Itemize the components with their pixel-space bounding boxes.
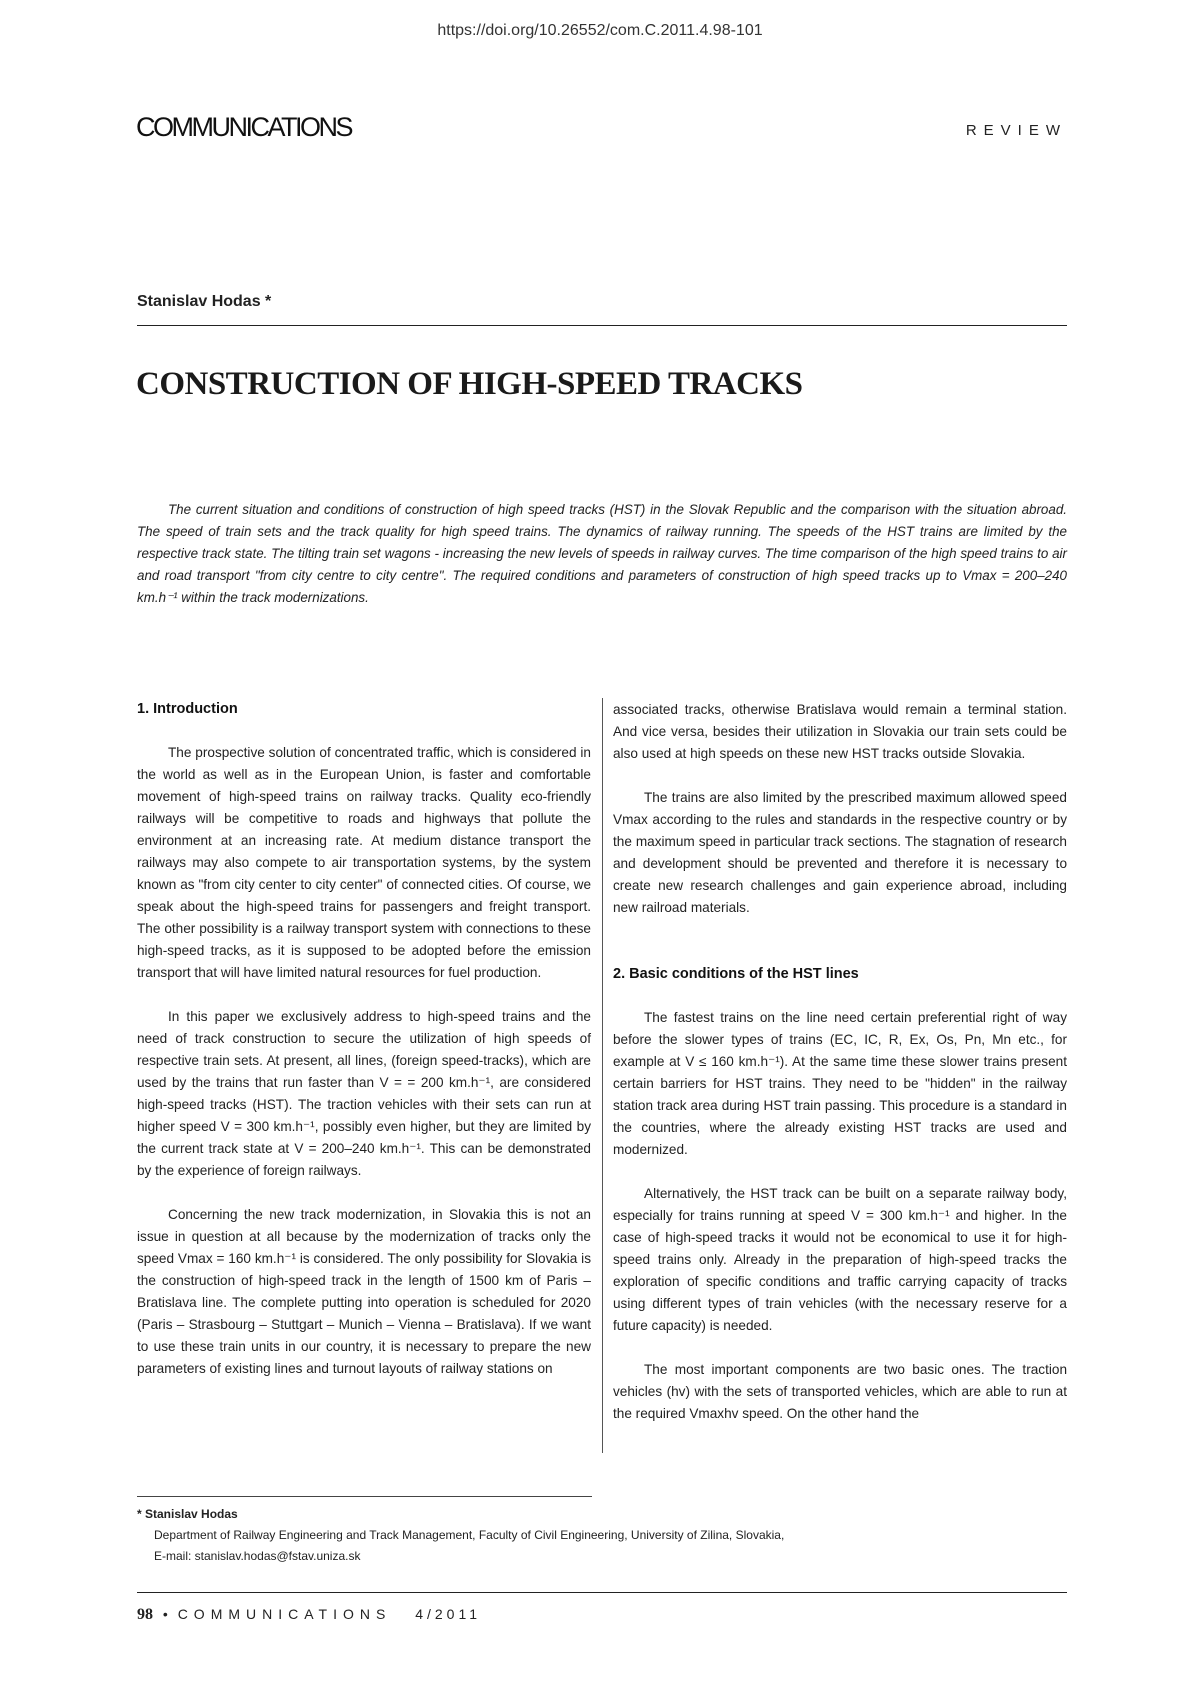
- paragraph: The fastest trains on the line need certain preferential right of way before the slower types of trains (EC, IC, R, Ex, Os, Pn, Mn etc., for example at V ≤ 160 km.h⁻¹). At the same time these slower trains present certain barriers for HST trains. They need to be "hidden" in the railway station track area during HST train passing. This procedure is a standard in the countries, where the already existing HST tracks are used and modernized.: [613, 1010, 1067, 1157]
- left-column: [137, 698, 591, 1380]
- doi-link[interactable]: https://doi.org/10.26552/com.C.2011.4.98-101: [437, 22, 763, 39]
- paragraph-continued: associated tracks, otherwise Bratislava would remain a terminal station. And vice versa, besides their utilization in Slovakia our train sets could be also used at high speeds on these new HST tracks outside Slovakia.: [613, 702, 1067, 761]
- column-divider: [602, 698, 603, 1453]
- paragraph: The most important components are two basic ones. The traction vehicles (hv) with the sets of transported vehicles, which are able to run at the required Vmaxhv speed. On the other hand the: [613, 1362, 1067, 1421]
- section-heading-basic-conditions: 2. Basic conditions of the HST lines: [613, 966, 859, 982]
- page-number: 98: [137, 1606, 153, 1623]
- paragraph: The trains are also limited by the prescribed maximum allowed speed Vmax according to the rules and standards in the respective country or by the maximum speed in particular track sections. The stagnation of research and development should be prevented and therefore it is necessary to create new research challenges and gain experience abroad, including new railroad materials.: [613, 790, 1067, 915]
- author-name: Stanislav Hodas *: [137, 293, 272, 310]
- footer-journal: COMMUNICATIONS: [177, 1606, 392, 1622]
- footnote-affiliation: Department of Railway Engineering and Track Management, Faculty of Civil Engineering, University of Zilina, Slovakia,: [154, 1528, 785, 1542]
- journal-logo: COMMUNICATIONS: [136, 112, 351, 142]
- paragraph: Alternatively, the HST track can be built on a separate railway body, especially for trains running at speed V = 300 km.h⁻¹ and higher. In the case of high-speed tracks it would not be economical to use it for high-speed trains only. Already in the preparation of high-speed tracks the exploration of specific conditions and traffic carrying capacity of tracks using different types of train vehicles (with the necessary reserve for a future capacity) is needed.: [613, 1186, 1067, 1333]
- page-footer: [137, 1606, 481, 1624]
- footer-bullet: •: [162, 1606, 168, 1622]
- paragraph: Concerning the new track modernization, in Slovakia this is not an issue in question at all because by the modernization of tracks only the speed Vmax = 160 km.h⁻¹ is considered. The only possibility for Slovakia is the construction of high-speed track in the length of 1500 km of Paris – Bratislava line. The complete putting into operation is scheduled for 2020 (Paris – Strasbourg – Stuttgart – Munich – Vienna – Bratislava). If we want to use these train units in our country, it is necessary to prepare the new parameters of existing lines and turnout layouts of railway stations on: [137, 1207, 591, 1376]
- section-label: REVIEW: [965, 122, 1067, 139]
- paragraph: The prospective solution of concentrated traffic, which is considered in the world as well as in the European Union, is faster and comfortable movement of high-speed trains on railway tracks. Quality eco-friendly railways will be competitive to roads and highways that pollute the environment at an increasing rate. At medium distance transport the railways may also compete to air transportation systems, by the system known as "from city center to city center" of connected cities. Of course, we speak about the high-speed trains for passengers and freight transport. The other possibility is a railway transport system with connections to these high-speed tracks, as it is supposed to be adopted before the emission transport that will have limited natural resources for fuel production.: [137, 745, 591, 980]
- section-heading-introduction: 1. Introduction: [137, 701, 238, 717]
- footnote-email[interactable]: E-mail: stanislav.hodas@fstav.uniza.sk: [154, 1549, 361, 1563]
- footer-issue: 4/2011: [415, 1606, 481, 1622]
- abstract: [137, 499, 1067, 609]
- header-divider: [137, 325, 1067, 326]
- paragraph: In this paper we exclusively address to high-speed trains and the need of track construction to secure the utilization of high speeds of respective train sets. At present, all lines, (foreign speed-tracks), which are used by the trains that run faster than V = = 200 km.h⁻¹, are considered high-speed tracks (HST). The traction vehicles with their sets can run at higher speed V = 300 km.h⁻¹, possibly even higher, but they are limited by the current track state at V = 200–240 km.h⁻¹. This can be demonstrated by the experience of foreign railways.: [137, 1009, 591, 1178]
- footer-divider: [137, 1592, 1067, 1593]
- abstract-text: The current situation and conditions of construction of high speed tracks (HST) in the Slovak Republic and the comparison with the situation abroad. The speed of train sets and the track quality for high speed trains. The dynamics of railway running. The speeds of the HST trains are limited by the respective track state. The tilting train set wagons - increasing the new levels of speeds in railway curves. The time comparison of the high speed trains to air and road transport "from city centre to city centre". The required conditions and parameters of construction of high speed tracks up to Vmax = 200–240 km.h⁻¹ within the track modernizations.: [137, 502, 1067, 605]
- footnote-author: * Stanislav Hodas: [137, 1507, 238, 1521]
- right-column: [613, 699, 1067, 1425]
- article-title: CONSTRUCTION OF HIGH-SPEED TRACKS: [136, 366, 803, 402]
- author-footnote: [137, 1504, 1067, 1567]
- footnote-divider: [137, 1496, 592, 1497]
